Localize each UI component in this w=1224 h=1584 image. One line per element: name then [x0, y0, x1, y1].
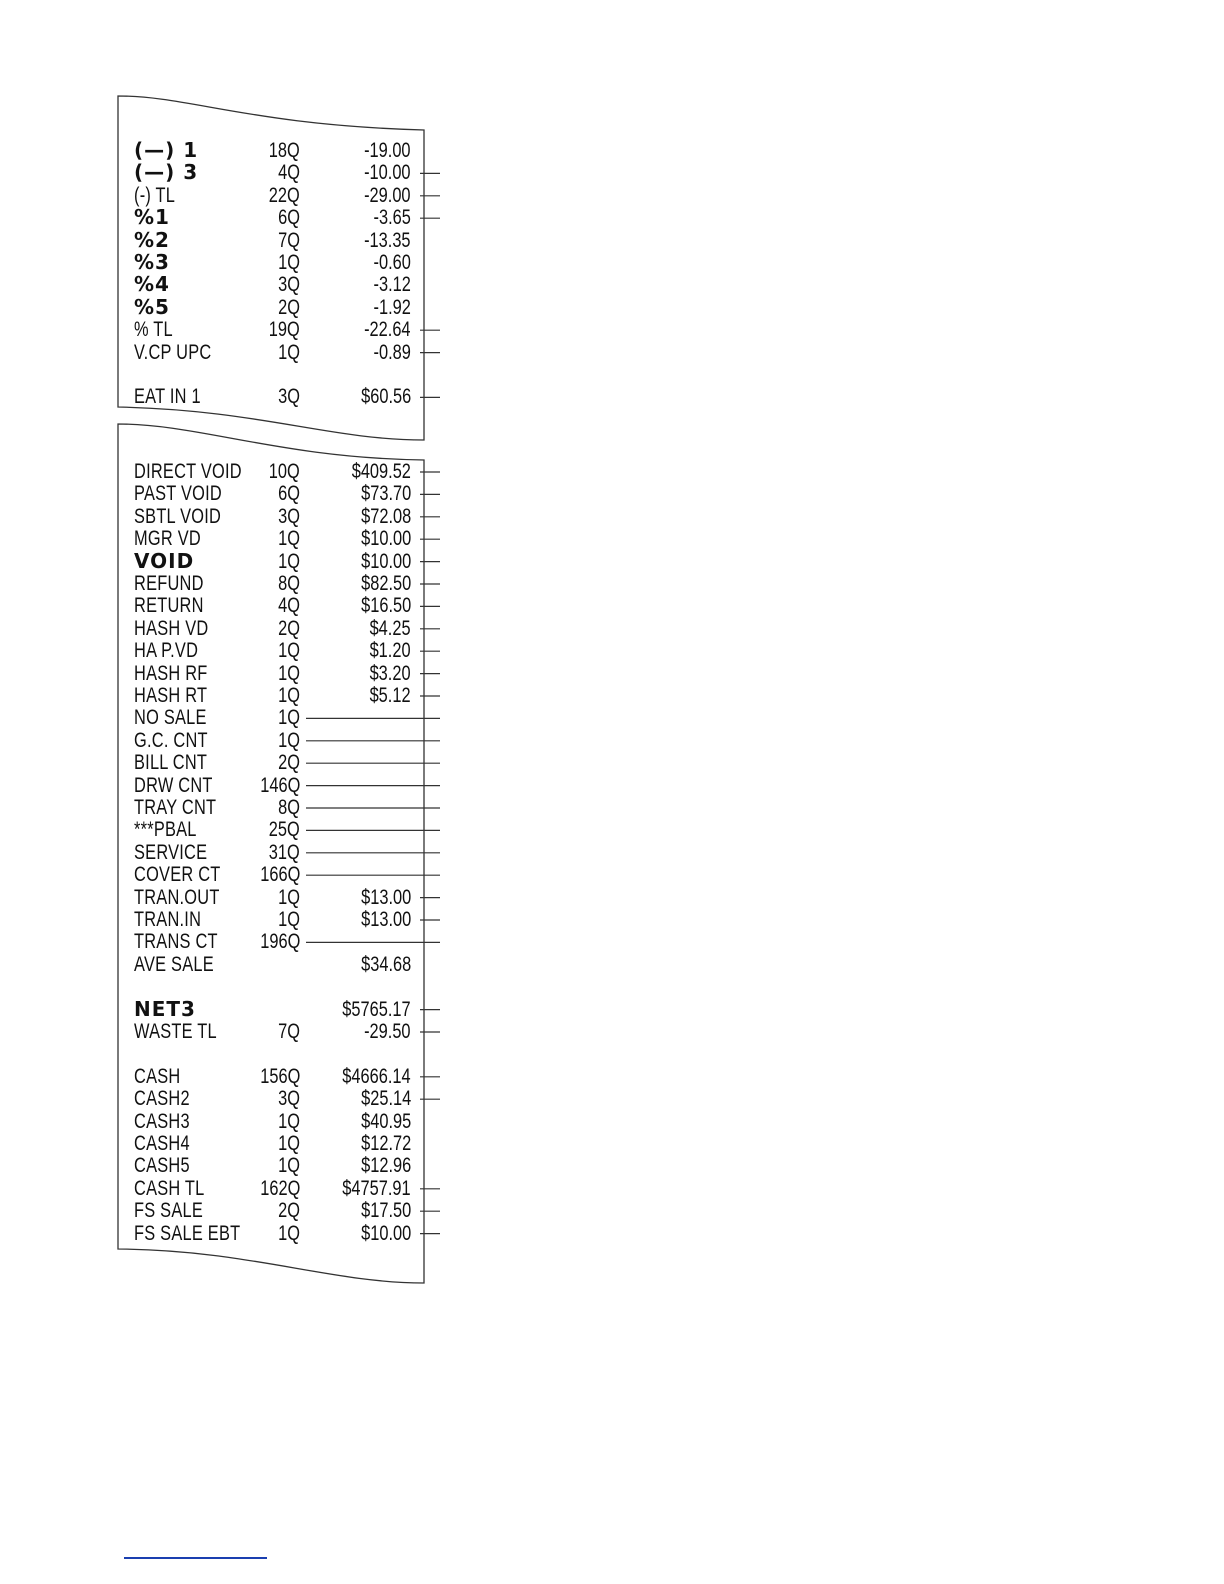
receipt-line-quantity: 6Q	[278, 206, 300, 230]
receipt-line-label: SBTL VOID	[134, 504, 222, 528]
receipt-line-amount: $4666.14	[342, 1064, 411, 1088]
receipt-line-label: CASH5	[134, 1154, 190, 1178]
receipt-line	[134, 1222, 411, 1245]
receipt-line-label: EAT IN 1	[134, 385, 201, 409]
receipt-line-amount: $10.00	[360, 527, 411, 551]
receipt-line-amount: $5.12	[370, 684, 411, 707]
receipt-line-amount: $34.68	[360, 952, 411, 976]
receipt-line	[134, 385, 411, 408]
receipt-line-label: COVER CT	[134, 863, 221, 887]
receipt-line	[134, 341, 411, 364]
receipt-line-label: TRAN.IN	[134, 908, 202, 931]
receipt-line-label: TRAY CNT	[134, 796, 217, 819]
receipt-line	[134, 229, 411, 252]
receipt-line-label: V.CP UPC	[134, 340, 212, 364]
receipt-line	[134, 1154, 411, 1177]
receipt-line	[134, 482, 411, 505]
receipt-line-label: VOID	[134, 548, 195, 573]
receipt-line	[134, 863, 411, 886]
receipt-line-quantity: 19Q	[269, 318, 300, 342]
receipt-line-label: REFUND	[134, 572, 204, 595]
receipt-line	[134, 617, 411, 640]
receipt-line-quantity: 196Q	[259, 930, 300, 954]
receipt-line	[134, 1177, 411, 1200]
receipt-line-amount: -0.89	[373, 340, 411, 364]
receipt-line-label: ***PBAL	[134, 818, 197, 842]
receipt-line-label: RETURN	[134, 594, 204, 618]
receipt-line	[134, 841, 411, 864]
receipt-line-quantity: 2Q	[278, 295, 300, 319]
receipt-line	[134, 206, 411, 229]
receipt-line-quantity: 166Q	[259, 863, 300, 887]
receipt-line-amount: $73.70	[360, 482, 411, 506]
receipt-line	[134, 527, 411, 550]
receipt-line-quantity: 10Q	[269, 460, 300, 483]
footer-link-underline[interactable]	[124, 1557, 267, 1559]
receipt-line-label: (—) 1	[134, 138, 199, 162]
receipt-line	[134, 729, 411, 752]
receipt-line-quantity: 1Q	[278, 885, 300, 909]
receipt-line-quantity: 3Q	[278, 385, 300, 409]
receipt-line-amount: $409.52	[351, 460, 411, 483]
receipt-line	[134, 684, 411, 707]
receipt-line-label: MGR VD	[134, 527, 201, 551]
receipt-line-label: BILL CNT	[134, 751, 208, 775]
receipt-line-quantity: 4Q	[278, 594, 300, 618]
receipt-line-quantity: 1Q	[278, 684, 300, 707]
receipt-line-label: % TL	[134, 318, 173, 342]
receipt-line-amount: -19.00	[364, 139, 411, 162]
receipt-line-quantity: 146Q	[259, 773, 300, 797]
receipt-line-quantity: 1Q	[278, 1221, 300, 1245]
receipt-line	[134, 1199, 411, 1222]
receipt-line-quantity: 6Q	[278, 482, 300, 506]
receipt-line-label: HA P.VD	[134, 639, 199, 663]
receipt-line-label: CASH4	[134, 1132, 190, 1155]
receipt-line-label: CASH	[134, 1064, 181, 1088]
receipt-line-quantity: 31Q	[269, 840, 300, 864]
receipt-line	[134, 1132, 411, 1155]
receipt-line-quantity: 1Q	[278, 728, 300, 752]
receipt-line-amount: -29.00	[364, 183, 411, 207]
receipt-line	[134, 774, 411, 797]
receipt-line-quantity: 1Q	[278, 340, 300, 364]
receipt-line	[134, 550, 411, 573]
receipt-line-amount: -3.12	[373, 273, 411, 297]
receipt-line-quantity: 18Q	[269, 139, 300, 162]
receipt-line	[134, 1087, 411, 1110]
receipt-line	[134, 975, 411, 998]
receipt-line-label: %2	[134, 227, 170, 252]
receipt-line-label: (-) TL	[134, 183, 176, 207]
receipt-line-quantity: 3Q	[278, 273, 300, 297]
receipt-line-amount: $25.14	[360, 1087, 411, 1111]
receipt-line-quantity: 2Q	[278, 616, 300, 640]
receipt-line-amount: -29.50	[364, 1020, 411, 1043]
receipt-line-label: HASH VD	[134, 616, 209, 640]
receipt-line	[134, 930, 411, 953]
receipt-line	[134, 751, 411, 774]
receipt-line-label: %1	[134, 205, 170, 230]
receipt-line-amount: $5765.17	[342, 997, 411, 1021]
receipt-line-quantity: 8Q	[278, 572, 300, 595]
receipt-line-quantity: 1Q	[278, 251, 300, 274]
receipt-line-quantity: 2Q	[278, 751, 300, 775]
receipt-line-amount: -0.60	[373, 251, 411, 274]
receipt-line-quantity: 7Q	[278, 228, 300, 252]
receipt-line-quantity: 1Q	[278, 661, 300, 685]
receipt-line	[134, 184, 411, 207]
receipt-line-label: NET3	[134, 996, 196, 1021]
receipt-line-quantity: 7Q	[278, 1020, 300, 1043]
receipt-line	[134, 796, 411, 819]
receipt-line	[134, 886, 411, 909]
receipt-line	[134, 460, 411, 483]
receipt-line-label: %3	[134, 250, 170, 274]
receipt-line-amount: $12.72	[360, 1132, 411, 1155]
receipt-line-quantity: 3Q	[278, 1087, 300, 1111]
receipt-line-amount: $4757.91	[342, 1176, 411, 1200]
receipt-line-amount: $16.50	[360, 594, 411, 618]
receipt-line	[134, 1110, 411, 1133]
receipt-line-label: DRW CNT	[134, 773, 213, 797]
receipt-line-label: %5	[134, 294, 170, 319]
receipt-line	[134, 251, 411, 274]
receipt-line	[134, 572, 411, 595]
receipt-line-quantity: 1Q	[278, 639, 300, 663]
receipt-line-amount: -1.92	[373, 295, 411, 319]
receipt-line-quantity: 25Q	[269, 818, 300, 842]
receipt-line-quantity: 22Q	[269, 183, 300, 207]
receipt-line	[134, 953, 411, 976]
receipt-line-label: FS SALE	[134, 1199, 204, 1223]
receipt-line-amount: $17.50	[360, 1199, 411, 1223]
receipt-line-label: PAST VOID	[134, 482, 222, 506]
receipt-line	[134, 505, 411, 528]
receipt-line-label: FS SALE EBT	[134, 1221, 241, 1245]
receipt-line-amount: $72.08	[360, 504, 411, 528]
receipt-line	[134, 706, 411, 729]
receipt-line-label: WASTE TL	[134, 1020, 217, 1043]
receipt-line-amount: $13.00	[360, 908, 411, 931]
receipt-line-quantity: 1Q	[278, 1109, 300, 1133]
receipt-line-label: (—) 3	[134, 160, 199, 185]
receipt-line-amount: $10.00	[360, 1221, 411, 1245]
receipt-line-quantity: 2Q	[278, 1199, 300, 1223]
receipt-line-quantity: 156Q	[259, 1064, 300, 1088]
receipt-line-amount: $13.00	[360, 885, 411, 909]
receipt-line-amount: $3.20	[370, 661, 411, 685]
receipt-line-quantity: 8Q	[278, 796, 300, 819]
receipt-line-label: DIRECT VOID	[134, 460, 242, 483]
receipt-line	[134, 594, 411, 617]
receipt-line-label: SERVICE	[134, 840, 208, 864]
receipt-line-amount: $1.20	[370, 639, 411, 663]
receipt-line	[134, 818, 411, 841]
receipt-line-amount: -13.35	[364, 228, 411, 252]
receipt-line-amount: $4.25	[370, 616, 411, 640]
receipt-line-label: TRAN.OUT	[134, 885, 220, 909]
receipt-line-amount: $60.56	[360, 385, 411, 409]
receipt-line-quantity: 1Q	[278, 1132, 300, 1155]
receipt-line-amount: -3.65	[373, 206, 411, 230]
receipt-line	[134, 1065, 411, 1088]
receipt-line-label: CASH3	[134, 1109, 190, 1133]
receipt-line-quantity: 162Q	[259, 1176, 300, 1200]
receipt-line	[134, 363, 411, 386]
receipt-line-label: G.C. CNT	[134, 728, 208, 752]
receipt-line-amount: $40.95	[360, 1109, 411, 1133]
receipt-line-amount: $10.00	[360, 549, 411, 573]
receipt-line-amount: -22.64	[364, 318, 411, 342]
receipt-line-quantity: 1Q	[278, 706, 300, 730]
receipt-line-label: TRANS CT	[134, 930, 218, 954]
receipt-line	[134, 273, 411, 296]
receipt-line-amount: $12.96	[360, 1154, 411, 1178]
receipt-line-quantity: 4Q	[278, 161, 300, 185]
receipt-line-label: HASH RF	[134, 661, 208, 685]
receipt-line-label: CASH TL	[134, 1176, 205, 1200]
receipt-line	[134, 139, 411, 162]
receipt-line	[134, 161, 411, 184]
receipt-line-label: HASH RT	[134, 684, 208, 707]
receipt-line-label: NO SALE	[134, 706, 207, 730]
receipt-line-quantity: 3Q	[278, 504, 300, 528]
receipt-line	[134, 1042, 411, 1065]
receipt-line-label: %4	[134, 272, 170, 297]
receipt-line	[134, 662, 411, 685]
receipt-line-quantity: 1Q	[278, 527, 300, 551]
receipt-line-amount: $82.50	[360, 572, 411, 595]
receipt-line	[134, 296, 411, 319]
receipt-line-quantity: 1Q	[278, 1154, 300, 1178]
receipt-line	[134, 318, 411, 341]
receipt-line	[134, 908, 411, 931]
receipt-line-label: CASH2	[134, 1087, 190, 1111]
receipt-line-quantity: 1Q	[278, 549, 300, 573]
receipt-line	[134, 639, 411, 662]
receipt-line-label: AVE SALE	[134, 952, 214, 976]
receipt-line	[134, 1020, 411, 1043]
receipt-line-quantity: 1Q	[278, 908, 300, 931]
receipt-line	[134, 998, 411, 1021]
receipt-line-amount: -10.00	[364, 161, 411, 185]
